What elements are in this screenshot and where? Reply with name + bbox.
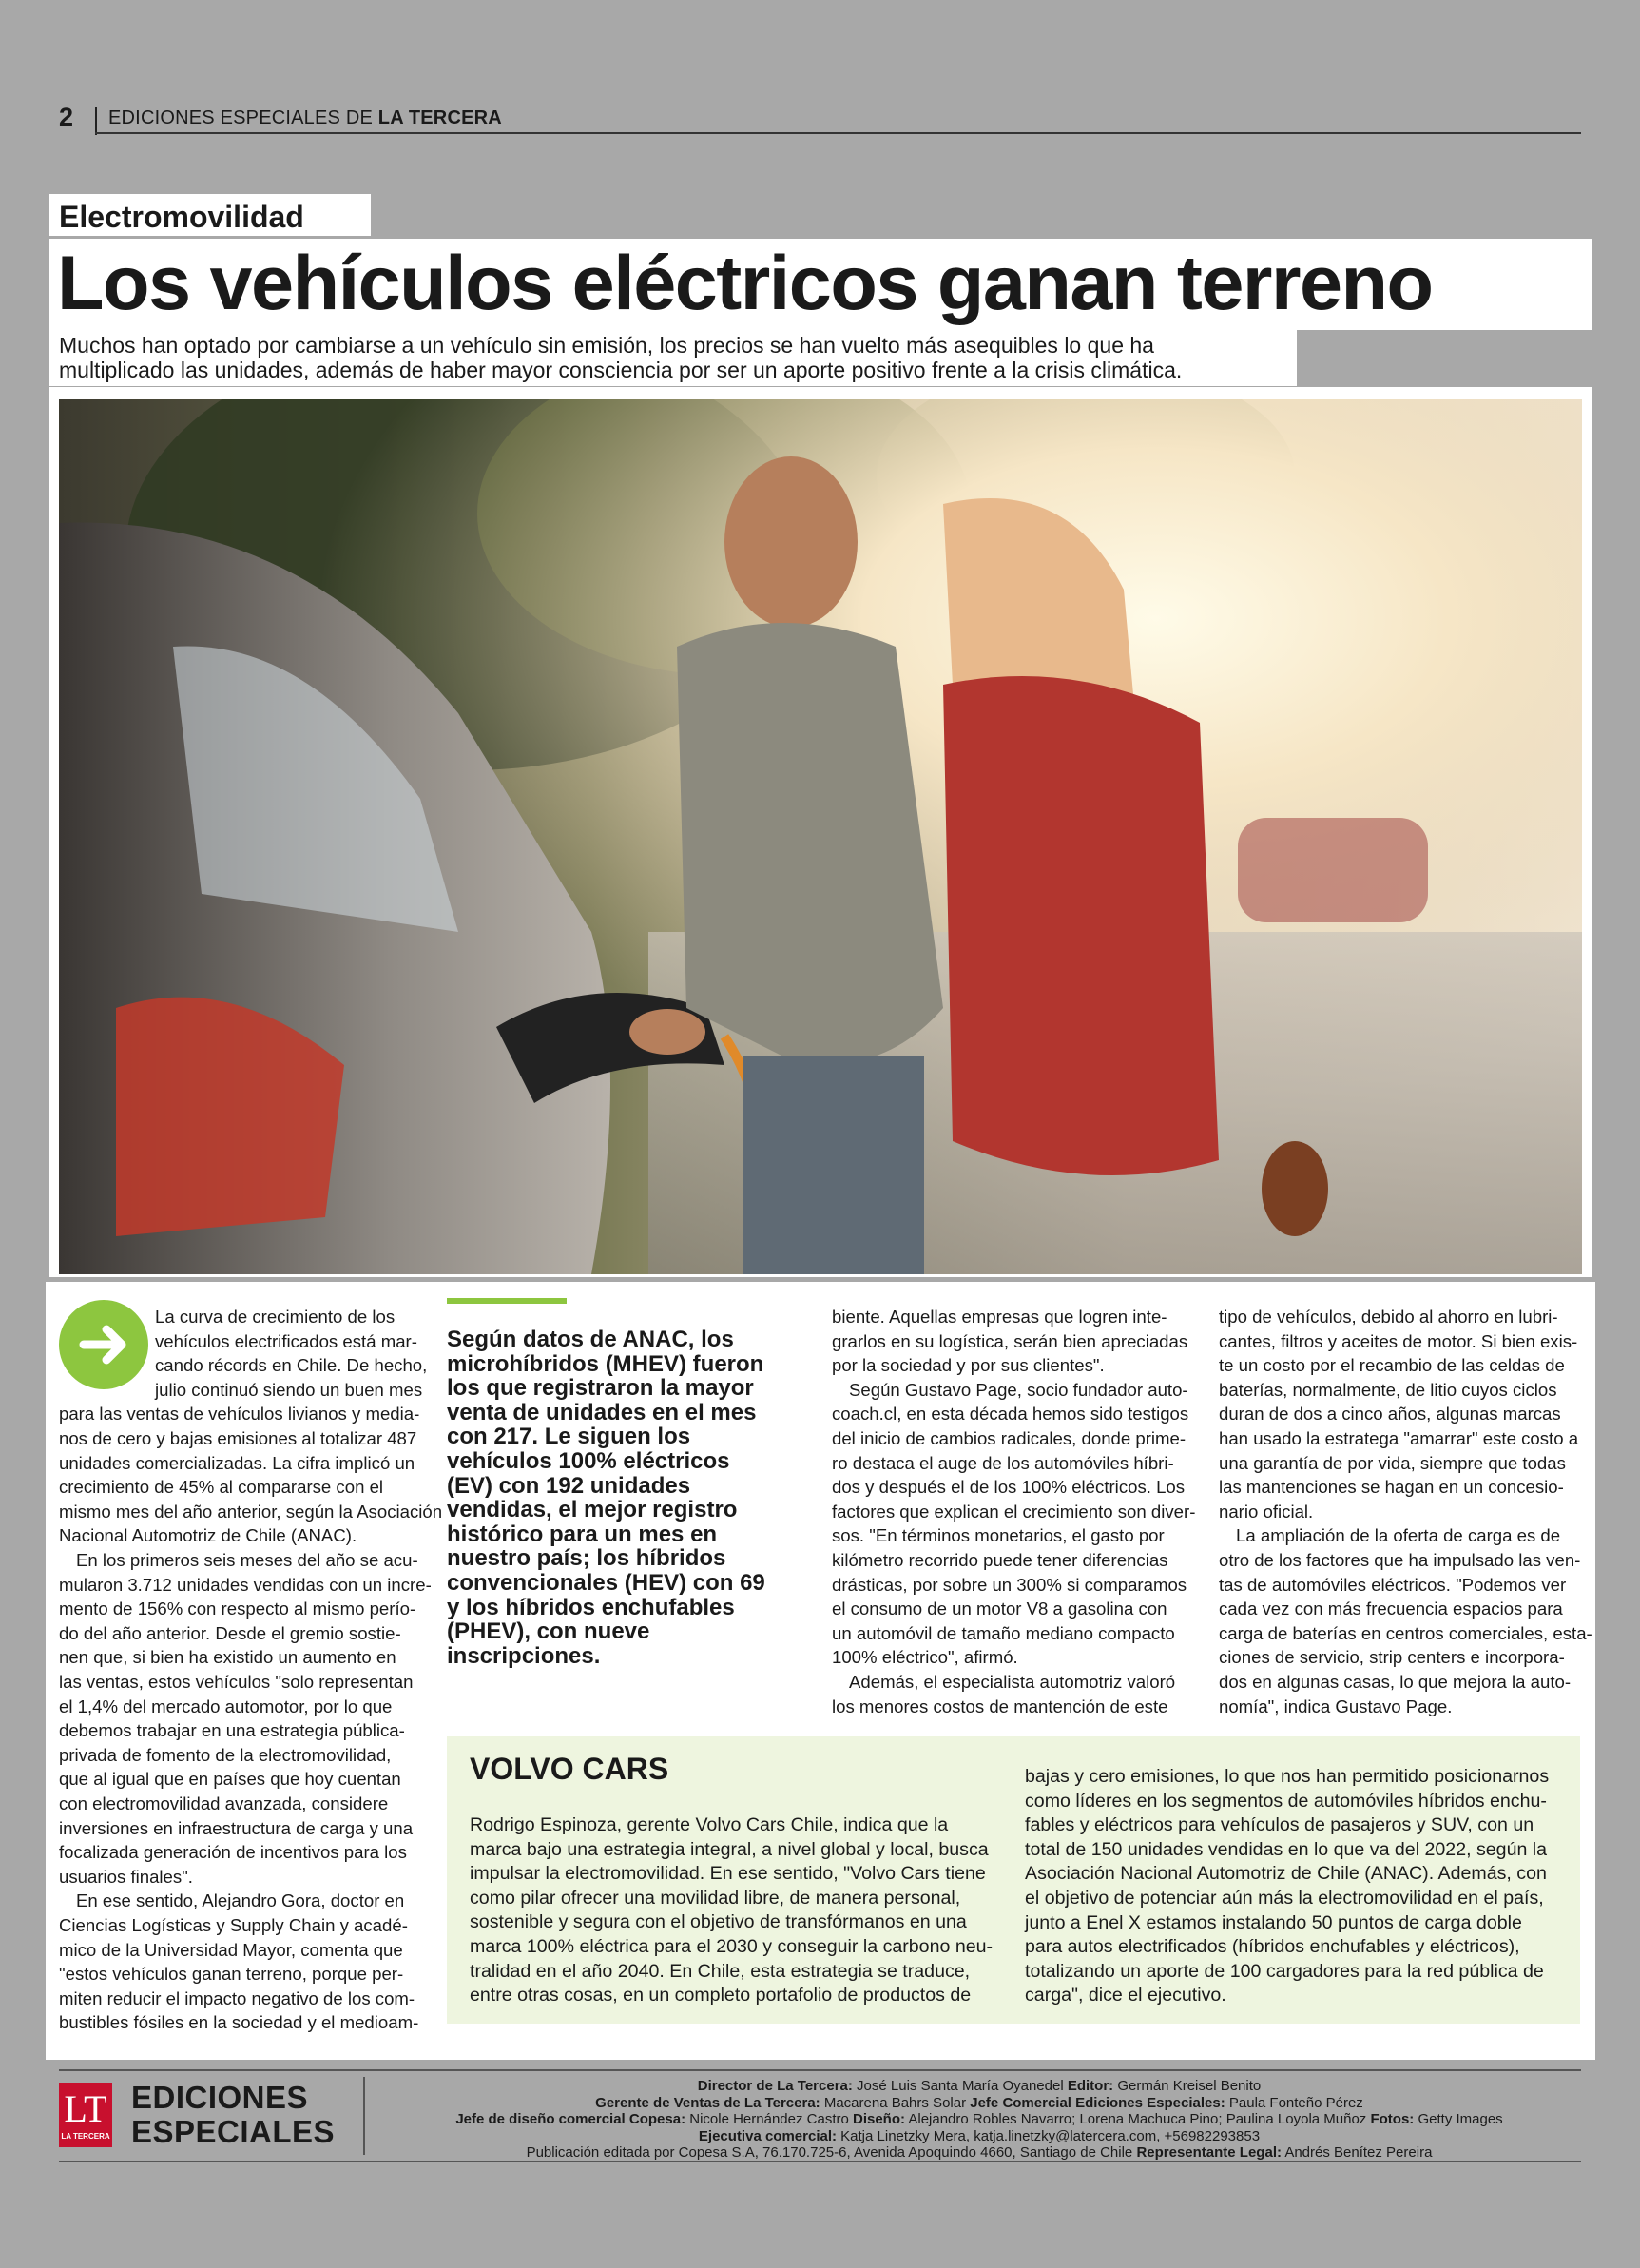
credit-label: Ejecutiva comercial:	[698, 2127, 837, 2144]
logo-caption: LA TERCERA	[61, 2132, 110, 2141]
credit-line	[380, 2078, 1578, 2095]
column3-line: ro destaca el auge de los automóviles híbri-	[832, 1452, 1174, 1473]
column3-line: biente. Aquellas empresas que logren inte-	[832, 1307, 1167, 1327]
sidebar-box-line: marca 100% eléctrica para el 2030 y conseguir la carbono neu-	[470, 1936, 994, 1957]
pullquote-line: con 217. Le siguen los	[447, 1424, 691, 1450]
footer-brand-line: ESPECIALES	[131, 2114, 336, 2149]
arrow-right-glyph	[59, 1300, 148, 1389]
column3-line: dos y después el de los 100% eléctricos. Los	[832, 1477, 1186, 1498]
column1-line: unidades comercializadas. La cifra implicó un	[59, 1452, 415, 1473]
credit-value: Alejandro Robles Navarro; Lorena Machuca Pino; Paulina Loyola Muñoz	[905, 2111, 1371, 2128]
column4-line: cada vez con más frecuencia espacios para	[1219, 1599, 1563, 1619]
column1-line: cando récords en Chile. De hecho,	[155, 1355, 428, 1376]
sidebar-box-line: entre otras cosas, en un completo portafolio de productos de	[470, 1985, 972, 2006]
column1-line: En los primeros seis meses del año se acu-	[76, 1550, 418, 1570]
credit-line	[380, 2095, 1578, 2112]
column3-line: un automóvil de tamaño mediano compacto	[832, 1622, 1175, 1643]
pullquote-line: convencionales (HEV) con 69	[447, 1570, 765, 1596]
column1-line: el 1,4% del mercado automotor, por lo que	[59, 1696, 393, 1716]
column1-line: que al igual que en países que hoy cuentan	[59, 1769, 401, 1790]
column1-line: mismo mes del año anterior, según la Asociación	[59, 1501, 443, 1522]
logo-letters: LT	[64, 2087, 107, 2130]
column3-line: sos. "En términos monetarios, el gasto por	[832, 1525, 1165, 1546]
credit-label: Diseño:	[853, 2111, 906, 2128]
column1-line: "estos vehículos ganan terreno, porque per-	[59, 1964, 404, 1985]
footer-rule	[59, 2161, 1581, 2162]
sidebar-box-line: Rodrigo Espinoza, gerente Volvo Cars Chile, indica que la	[470, 1814, 949, 1835]
pullquote-line: Según datos de ANAC, los	[447, 1327, 734, 1352]
pullquote-line: vehículos 100% eléctricos	[447, 1448, 730, 1474]
column3-line: drásticas, por sobre un 300% si comparamos	[832, 1574, 1187, 1595]
column1-line: vehículos electrificados está mar-	[155, 1330, 417, 1351]
column4-line: otro de los factores que ha impulsado las ven-	[1219, 1550, 1581, 1570]
credit-label: Jefe Comercial Ediciones Especiales:	[970, 2094, 1225, 2111]
column1-line: mico de la Universidad Mayor, comenta que	[59, 1939, 403, 1960]
pullquote-rule	[447, 1298, 567, 1304]
credit-value: Andrés Benítez Pereira	[1281, 2144, 1433, 2161]
credit-value: Paula Fonteño Pérez	[1225, 2094, 1363, 2111]
sidebar-box-line: para autos electrificados (híbridos enchufables y eléctricos),	[1025, 1936, 1520, 1958]
column1-line: crecimiento de 45% al compararse con el	[59, 1477, 384, 1498]
credit-label: Representante Legal:	[1136, 2144, 1282, 2161]
column1-line: inversiones en infraestructura de carga y una	[59, 1817, 414, 1838]
section-header-brand: LA TERCERA	[377, 107, 502, 128]
column1-line: nen que, si bien ha existido un aumento en	[59, 1647, 396, 1668]
credit-value: Publicación editada por Copesa S.A, 76.170.725-6, Avenida Apoquindo 4660, Santiago de Chile	[526, 2144, 1137, 2161]
column4-line: tipo de vehículos, debido al ahorro en lubri-	[1219, 1307, 1558, 1327]
ev-charging-photo	[59, 399, 1582, 1274]
column1-line: julio continuó siendo un buen mes	[155, 1379, 423, 1400]
sidebar-box-title: VOLVO CARS	[470, 1752, 669, 1786]
pullquote-line: (PHEV), con nueve	[447, 1619, 650, 1645]
la-tercera-logo	[59, 2083, 112, 2147]
column4-line: una garantía de por vida, siempre que todas	[1219, 1452, 1566, 1473]
column1-line: nos de cero y bajas emisiones al totalizar 487	[59, 1428, 417, 1448]
column4-line: ciones de servicio, strip centers e incorpora-	[1219, 1647, 1565, 1668]
credit-line	[380, 2128, 1578, 2145]
column4-line: tas de automóviles eléctricos. "Podemos ver	[1219, 1574, 1567, 1595]
credit-value: Katja Linetzky Mera, katja.linetzky@latercera.com, +56982293853	[837, 2127, 1261, 2144]
column3-line: 100% eléctrico", afirmó.	[832, 1647, 1018, 1668]
column1-line: La curva de crecimiento de los	[155, 1307, 396, 1327]
column1-line: con electromovilidad avanzada, considere	[59, 1793, 389, 1813]
column4-line: nomía", indica Gustavo Page.	[1219, 1696, 1453, 1716]
pullquote-line: los que registraron la mayor	[447, 1375, 754, 1402]
section-header-prefix: EDICIONES ESPECIALES DE	[108, 107, 378, 128]
credit-value: Nicole Hernández Castro	[685, 2111, 853, 2128]
pullquote-line: (EV) con 192 unidades	[447, 1472, 691, 1499]
article-subtitle-line: multiplicado las unidades, además de haber mayor consciencia por ser un aporte positivo frente a la crisis climática.	[59, 358, 1183, 382]
column1-line: Nacional Automotriz de Chile (ANAC).	[59, 1525, 357, 1546]
pullquote-line: inscripciones.	[447, 1642, 601, 1669]
article-kicker: Electromovilidad	[59, 200, 304, 234]
column4-line: baterías, normalmente, de litio cuyos ciclos	[1219, 1379, 1557, 1400]
column3-line: el consumo de un motor V8 a gasolina con	[832, 1599, 1167, 1619]
footer-rule	[59, 2069, 1581, 2071]
credit-value: Germán Kreisel Benito	[1113, 2078, 1262, 2094]
section-header	[108, 107, 502, 129]
column1-line: Ciencias Logísticas y Supply Chain y acadé-	[59, 1915, 408, 1935]
pullquote-line: y los híbridos enchufables	[447, 1594, 735, 1620]
column3-line: los menores costos de mantención de este	[832, 1696, 1168, 1716]
credit-line	[380, 2144, 1578, 2161]
column3-line: grarlos en su logística, serán bien apreciadas	[832, 1330, 1188, 1351]
credit-label: Editor:	[1067, 2078, 1114, 2094]
footer-brand-line: EDICIONES	[131, 2080, 309, 2115]
column4-line: duran de dos a cinco años, algunas marcas	[1219, 1404, 1561, 1425]
column1-line: las ventas, estos vehículos "solo representan	[59, 1672, 414, 1692]
credit-value: Getty Images	[1414, 2111, 1503, 2128]
sidebar-box-line: fables y eléctricos para vehículos de pasajeros y SUV, con un	[1025, 1814, 1534, 1836]
credit-line	[380, 2111, 1578, 2128]
column1-line: bustibles fósiles en la sociedad y el medioam-	[59, 2012, 419, 2033]
column3-line: factores que explican el crecimiento son diver-	[832, 1501, 1196, 1522]
column3-line: coach.cl, en esta década hemos sido testigos	[832, 1404, 1189, 1425]
credit-label: Fotos:	[1370, 2111, 1415, 2128]
sidebar-box-line: como líderes en los segmentos de automóviles híbridos enchu-	[1025, 1790, 1547, 1812]
column1-line: para las ventas de vehículos livianos y media-	[59, 1404, 420, 1425]
sidebar-box-line: totalizando un aporte de 100 cargadores para la red pública de	[1025, 1960, 1544, 1982]
column4-line: carga de baterías en centros comerciales, esta-	[1219, 1622, 1592, 1643]
column1-line: En ese sentido, Alejandro Gora, doctor en	[76, 1890, 405, 1911]
sidebar-box-line: el objetivo de potenciar aún más la electromovilidad en el país,	[1025, 1888, 1544, 1909]
header-divider	[95, 107, 97, 135]
sidebar-box-line: carga", dice el ejecutivo.	[1025, 1985, 1226, 2006]
column4-line: nario oficial.	[1219, 1501, 1314, 1522]
article-title: Los vehículos eléctricos ganan terreno	[57, 241, 1433, 326]
header-rule	[95, 132, 1581, 134]
column1-line: usuarios finales".	[59, 1866, 193, 1887]
column4-line: te un costo por el recambio de las celdas de	[1219, 1355, 1565, 1376]
column1-line: mularon 3.712 unidades vendidas con un incre-	[59, 1574, 432, 1595]
sidebar-box-line: como pilar ofrecer una movilidad libre, de manera personal,	[470, 1887, 961, 1909]
column3-line: Según Gustavo Page, socio fundador auto-	[849, 1379, 1188, 1400]
sidebar-box-line: impulsar la electromovilidad. En ese sentido, "Volvo Cars tiene	[470, 1863, 986, 1885]
column1-line: mento de 156% con respecto al mismo perío-	[59, 1599, 416, 1619]
credit-label: Jefe de diseño comercial Copesa:	[455, 2111, 686, 2128]
pullquote-line: histórico para un mes en	[447, 1521, 718, 1547]
column1-line: miten reducir el impacto negativo de los com-	[59, 1987, 415, 2008]
column1-line: do del año anterior. Desde el gremio sostie-	[59, 1622, 401, 1643]
column3-line: por la sociedad y por sus clientes".	[832, 1355, 1105, 1376]
column4-line: dos en algunas casas, lo que mejora la auto-	[1219, 1672, 1572, 1692]
pullquote-line: nuestro país; los híbridos	[447, 1545, 726, 1572]
credit-value: Macarena Bahrs Solar	[820, 2094, 971, 2111]
column1-line: privada de fomento de la electromovilidad,	[59, 1744, 392, 1765]
column4-line: La ampliación de la oferta de carga es de	[1236, 1525, 1561, 1546]
arrow-right-icon	[59, 1300, 148, 1389]
column4-line: han usado la estratega "amarrar" este costo a	[1219, 1428, 1579, 1448]
column4-line: cantes, filtros y aceites de motor. Si bien exis-	[1219, 1330, 1578, 1351]
credit-label: Gerente de Ventas de La Tercera:	[595, 2094, 820, 2111]
column1-line: focalizada generación de incentivos para los	[59, 1842, 407, 1863]
sidebar-box-line: marca bajo una estrategia integral, a nivel global y local, busca	[470, 1838, 989, 1860]
footer-divider	[363, 2077, 365, 2155]
page-number: 2	[59, 103, 74, 131]
sidebar-box-line: Asociación Nacional Automotriz de Chile (ANAC). Además, con	[1025, 1863, 1547, 1885]
pullquote-line: microhíbridos (MHEV) fueron	[447, 1350, 764, 1377]
pullquote-line: vendidas, el mejor registro	[447, 1497, 738, 1523]
sidebar-box-line: tralidad en el año 2040. En Chile, esta estrategia se traduce,	[470, 1960, 971, 1982]
sidebar-box-line: bajas y cero emisiones, lo que nos han permitido posicionarnos	[1025, 1766, 1550, 1787]
pullquote-line: venta de unidades en el mes	[447, 1399, 757, 1425]
sidebar-box-line: sostenible y segura con el objetivo de transfórmanos en una	[470, 1911, 967, 1933]
column4-line: las mantenciones se hagan en un concesio-	[1219, 1477, 1564, 1498]
column1-line: debemos trabajar en una estrategia pública-	[59, 1720, 405, 1741]
article-subtitle-line: Muchos han optado por cambiarse a un vehículo sin emisión, los precios se han vuelto más asequibles lo que ha	[59, 333, 1154, 358]
column3-line: del inicio de cambios radicales, donde prime-	[832, 1428, 1187, 1448]
column3-line: Además, el especialista automotriz valoró	[849, 1672, 1176, 1692]
credit-label: Director de La Tercera:	[697, 2078, 853, 2094]
sidebar-box-line: junto a Enel X estamos instalando 50 puntos de carga doble	[1025, 1911, 1522, 1933]
credit-value: José Luis Santa María Oyanedel	[852, 2078, 1068, 2094]
sidebar-box-line: total de 150 unidades vendidas en lo que va del 2022, según la	[1025, 1838, 1548, 1860]
column3-line: kilómetro recorrido puede tener diferencias	[832, 1550, 1168, 1570]
